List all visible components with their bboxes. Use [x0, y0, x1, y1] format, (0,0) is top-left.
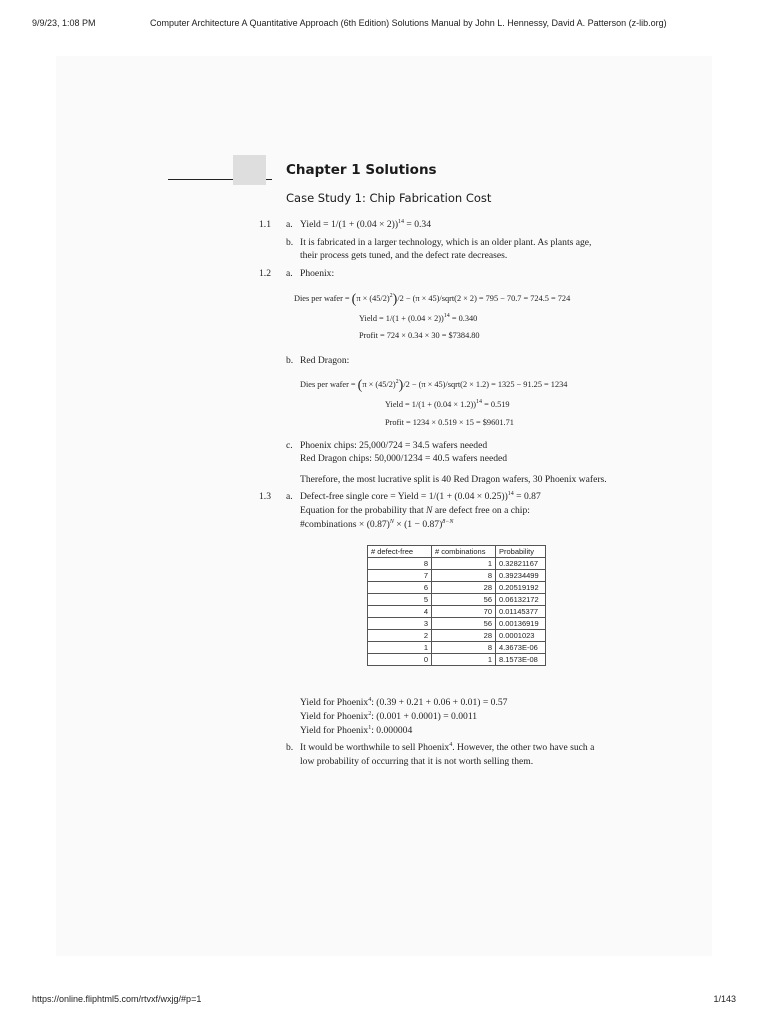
table-row [368, 630, 546, 642]
table-cell: 2 [368, 630, 432, 642]
table-row [368, 582, 546, 594]
table-cell: 28 [432, 582, 496, 594]
print-date: 9/9/23, 1:08 PM [32, 18, 96, 28]
section-number: 1.1 [259, 219, 271, 230]
page-number: 1/143 [713, 994, 736, 1004]
phoenix2-yield: Yield for Phoenix$^2$: (0.001 + 0.0001) = 0.0011 [300, 711, 478, 722]
item-label: b. [286, 237, 294, 248]
conclusion-text: Therefore, the most lucrative split is 40 Red Dragon wafers, 30 Phoenix wafers. [300, 474, 607, 485]
table-cell: 8 [368, 558, 432, 570]
profit-equation: Profit = 724 × 0.34 × 30 = $7384.80 [359, 331, 480, 340]
answer-text: It is fabricated in a larger technology, which is an older plant. As plants age, [300, 237, 592, 248]
dies-per-wafer-equation: Dies per wafer = $(\pi \times (45/2)^2)/2 - (\pi$ × 45)/sqrt(2 × 1.2) = 1325 − 91.25 = 1234 [300, 378, 568, 393]
table-cell: 8.1573E-08 [496, 654, 546, 666]
table-cell: 5 [368, 594, 432, 606]
table-row [368, 570, 546, 582]
column-header: Probability [496, 546, 546, 558]
probability-formula: #combinations × $(0.87)^N \times (1 - 0.87)^{8-N}$ [300, 519, 454, 530]
item-label: b. [286, 742, 294, 753]
table-cell: 4 [368, 606, 432, 618]
table-cell: 1 [368, 642, 432, 654]
chip-name: Phoenix: [300, 268, 335, 279]
table-row [368, 558, 546, 570]
item-label: a. [286, 268, 293, 279]
table-header-row [368, 546, 546, 558]
table-cell: 0 [368, 654, 432, 666]
phoenix4-yield: Yield for Phoenix$^4$: (0.39 + 0.21 + 0.06 + 0.01) = 0.57 [300, 697, 508, 708]
print-title: Computer Architecture A Quantitative Approach (6th Edition) Solutions Manual by John L. Hennessy, David A. Patterson (z-lib.org) [150, 18, 667, 28]
table-cell: 8 [432, 642, 496, 654]
defect-probability-table [367, 545, 546, 666]
table-cell: 7 [368, 570, 432, 582]
chip-name: Red Dragon: [300, 355, 350, 366]
table-cell: 0.32821167 [496, 558, 546, 570]
table-cell: 1 [432, 558, 496, 570]
table-cell: 0.01145377 [496, 606, 546, 618]
table-row [368, 618, 546, 630]
table-cell: 1 [432, 654, 496, 666]
answer-text: It would be worthwhile to sell Phoenix$^4$. However, the other two have such a [300, 742, 595, 753]
item-label: a. [286, 219, 293, 230]
table-cell: 0.00136919 [496, 618, 546, 630]
item-label: b. [286, 355, 294, 366]
answer-text: their process gets tuned, and the defect rate decreases. [300, 250, 508, 261]
table-cell: 6 [368, 582, 432, 594]
section-number: 1.2 [259, 268, 271, 279]
wafer-count-text: Phoenix chips: 25,000/724 = 34.5 wafers needed [300, 440, 488, 451]
table-cell: 3 [368, 618, 432, 630]
column-header: # defect-free [368, 546, 432, 558]
phoenix1-yield: Yield for Phoenix$^1$: 0.000004 [300, 725, 413, 736]
yield-equation: Yield = $1/(1 + (0.04 \times 1.2))^{14} = 0.519$ [385, 399, 510, 409]
section-number: 1.3 [259, 491, 271, 502]
table-cell: 4.3673E-06 [496, 642, 546, 654]
item-label: c. [286, 440, 293, 451]
table-cell: 56 [432, 618, 496, 630]
chapter-title: Chapter 1 Solutions [286, 162, 437, 178]
dies-per-wafer-equation: Dies per wafer = $(\pi \times (45/2)^2)/2 - (\pi$ × 45)/sqrt(2 × 2) = 795 − 70.7 = 724.5 = 724 [294, 292, 571, 307]
column-header: # combinations [432, 546, 496, 558]
table-cell: 56 [432, 594, 496, 606]
case-study-title: Case Study 1: Chip Fabrication Cost [286, 191, 492, 205]
chapter-marker [233, 155, 266, 185]
table-row [368, 642, 546, 654]
table-cell: 70 [432, 606, 496, 618]
page-url: https://online.fliphtml5.com/rtvxf/wxjg/#p=1 [32, 994, 202, 1004]
yield-equation: Yield = $1/(1 + (0.04 \times 2))^{14} = 0.34$ [300, 219, 432, 230]
table-cell: 8 [432, 570, 496, 582]
table-cell: 0.20519192 [496, 582, 546, 594]
probability-description: Equation for the probability that N are defect free on a chip: [300, 505, 530, 516]
single-core-yield: Defect-free single core = Yield = $1/(1 + (0.04 \times 0.25))^{14} = 0.87$ [300, 491, 541, 502]
table-row [368, 606, 546, 618]
table-cell: 28 [432, 630, 496, 642]
yield-equation: Yield = $1/(1 + (0.04 \times 2))^{14} = 0.340$ [359, 313, 478, 323]
table-row [368, 654, 546, 666]
answer-text: low probability of occurring that it is not worth selling them. [300, 756, 534, 767]
table-cell: 0.06132172 [496, 594, 546, 606]
wafer-count-text: Red Dragon chips: 50,000/1234 = 40.5 wafers needed [300, 453, 508, 464]
table-cell: 0.0001023 [496, 630, 546, 642]
table-cell: 0.39234499 [496, 570, 546, 582]
item-label: a. [286, 491, 293, 502]
profit-equation: Profit = 1234 × 0.519 × 15 = $9601.71 [385, 418, 514, 427]
table-row [368, 594, 546, 606]
